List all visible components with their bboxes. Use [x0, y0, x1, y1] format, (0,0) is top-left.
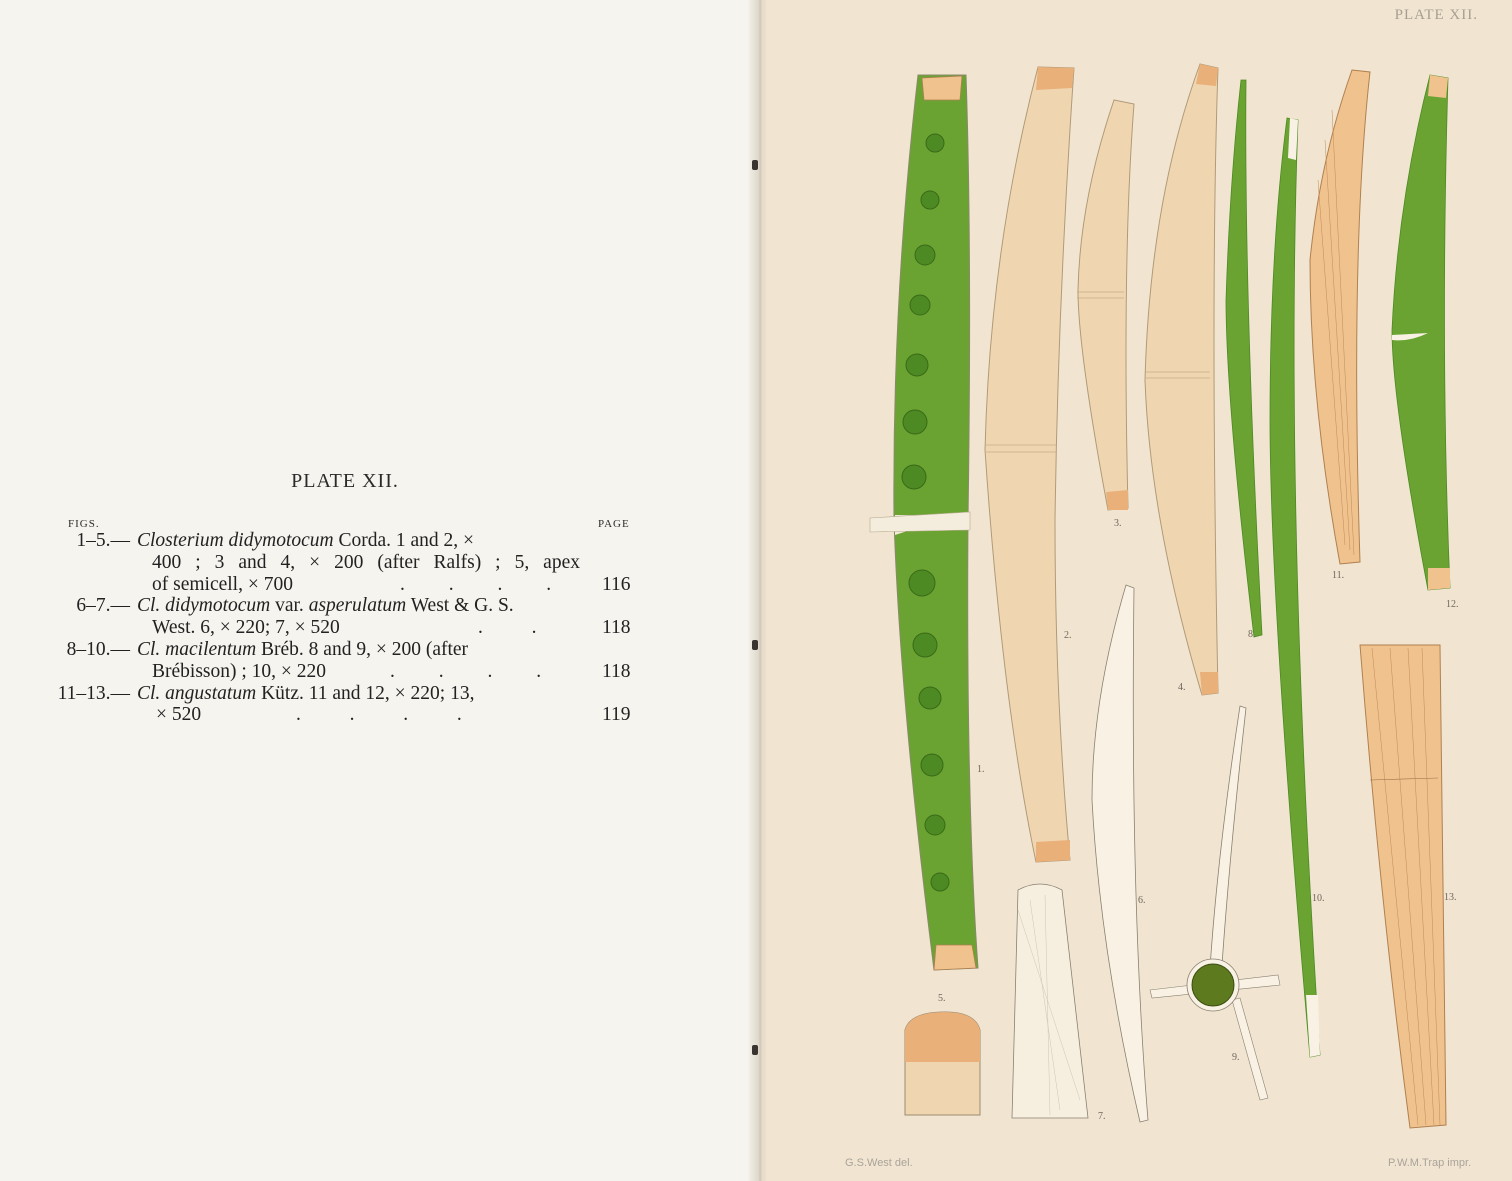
plate-title: PLATE XII.	[291, 470, 399, 492]
figure-13-closterium-angustatum	[1360, 645, 1446, 1128]
figure-label: 9.	[1232, 1052, 1240, 1063]
page-number: 118	[602, 617, 631, 639]
leader-dots: . . . .	[390, 660, 542, 682]
figure-label: 11.	[1332, 570, 1345, 581]
figure-label: 4.	[1178, 682, 1186, 693]
fig-range: 1–5.—	[76, 530, 130, 551]
species-name: Closterium didymotocum	[137, 530, 334, 551]
page-number: 119	[602, 704, 631, 726]
figure-label: 8.	[1248, 629, 1256, 640]
fig-range: 6–7.—	[76, 595, 130, 617]
leader-dots: . .	[478, 617, 537, 639]
entry-text: 400 ; 3 and 4, × 200 (after Ralfs) ; 5, apex	[152, 551, 580, 573]
figure-2-closterium	[985, 67, 1074, 862]
figure-11-closterium-angustatum	[1310, 70, 1370, 564]
figure-label: 5.	[938, 993, 946, 1004]
fig-range: 11–13.—	[57, 682, 130, 704]
page-number: 116	[602, 573, 631, 595]
species-name: Cl. didymotocum	[137, 595, 271, 617]
entry-text: var.	[270, 595, 309, 617]
figure-1-closterium-didymotocum	[870, 75, 978, 970]
figure-5-apex	[905, 1012, 980, 1115]
figure-label: 2.	[1064, 630, 1072, 641]
entry-text: Brébisson) ; 10, × 220	[152, 660, 327, 682]
figure-label: 1.	[977, 764, 985, 775]
printer-credit: P.W.M.Trap impr.	[1388, 1157, 1472, 1169]
artist-credit: G.S.West del.	[845, 1157, 913, 1169]
figure-4-closterium	[1145, 64, 1218, 695]
entry-text: × 520	[156, 704, 202, 726]
figure-label: 7.	[1098, 1111, 1106, 1122]
entry-text: Bréb. 8 and 9, × 200 (after	[256, 638, 469, 660]
leader-dots: . . . .	[400, 573, 552, 595]
entry-text: West. 6, × 220; 7, × 520	[152, 617, 340, 639]
plate-header: PLATE XII.	[1394, 7, 1478, 23]
fig-range: 8–10.—	[66, 638, 130, 660]
variety-name: asperulatum	[308, 595, 407, 617]
figs-column-header: FIGS.	[68, 518, 100, 530]
page-number: 118	[602, 660, 631, 682]
entry-text: Corda. 1 and 2, ×	[333, 530, 475, 551]
page-column-header: PAGE	[598, 518, 630, 530]
species-name: Cl. macilentum	[137, 638, 257, 660]
figure-label: 13.	[1444, 892, 1457, 903]
figure-6-outline	[1092, 585, 1148, 1122]
entry-text: Kütz. 11 and 12, × 220; 13,	[256, 682, 475, 704]
species-name: Cl. angustatum	[137, 682, 257, 704]
figure-12-closterium-angustatum	[1392, 75, 1450, 590]
figure-9-zygospore	[1150, 706, 1280, 1100]
figure-3-closterium	[1077, 100, 1134, 510]
figure-label: 12.	[1446, 599, 1459, 610]
figure-label: 3.	[1114, 518, 1122, 529]
entry-text: West & G. S.	[406, 595, 514, 617]
figure-label: 10.	[1312, 893, 1325, 904]
figure-7-asperulatum-apex	[1012, 884, 1088, 1118]
figure-label: 6.	[1138, 895, 1146, 906]
entry-text: of semicell, × 700	[152, 573, 293, 595]
figure-8-closterium-macilentum	[1226, 80, 1262, 637]
leader-dots: . . . .	[296, 704, 462, 726]
